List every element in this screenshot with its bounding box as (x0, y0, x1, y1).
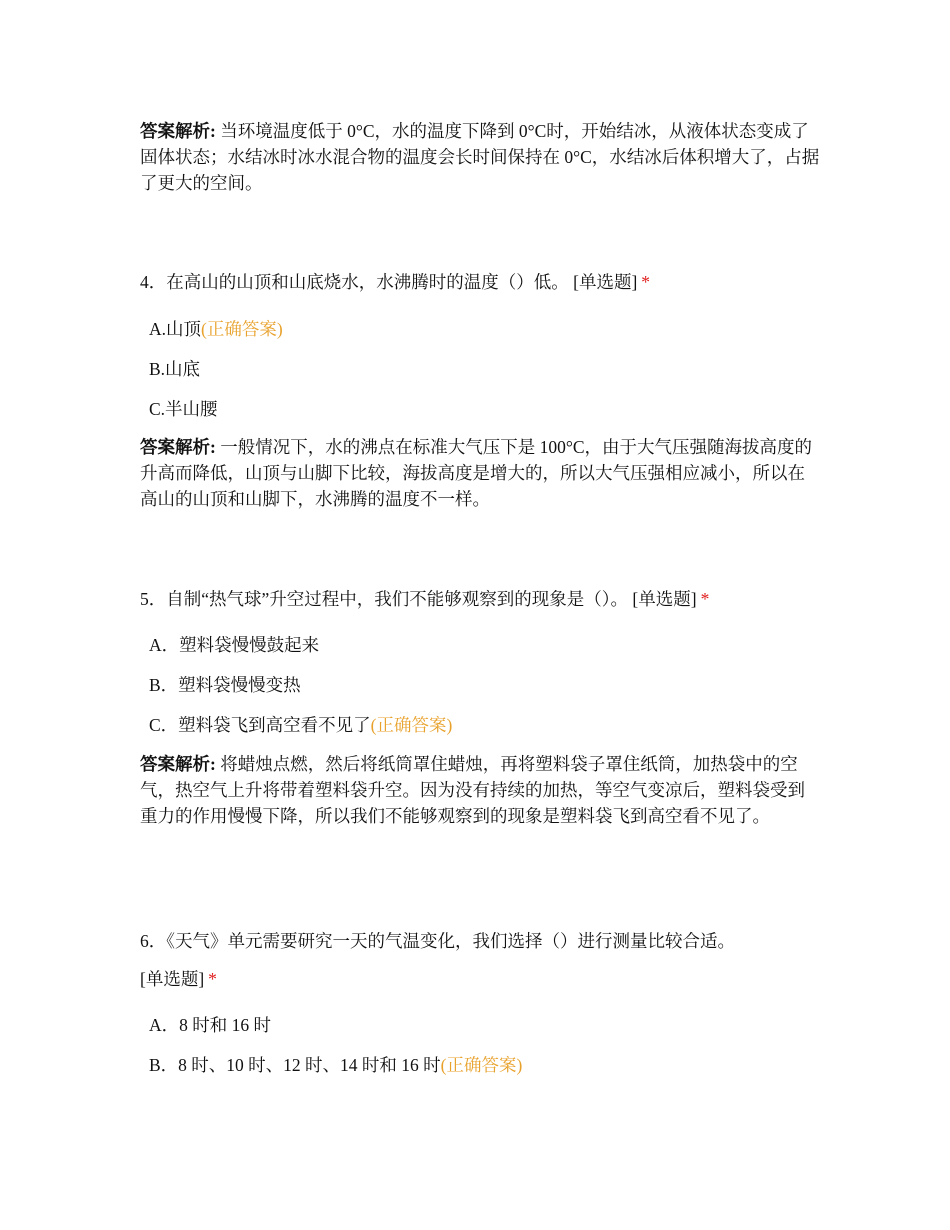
option-text: A.山顶 (149, 319, 202, 339)
q6-option-a (149, 1013, 271, 1037)
option-text: C．塑料袋飞到高空看不见了 (149, 715, 371, 735)
q4-option-a (149, 317, 283, 341)
correct-answer-tag: (正确答案) (201, 319, 283, 339)
analysis-label: 答案解析: (140, 121, 216, 141)
option-text: A．塑料袋慢慢鼓起来 (149, 635, 320, 655)
q4-question-stem (140, 269, 820, 295)
required-mark: * (700, 589, 710, 609)
q6-question-stem (140, 928, 820, 954)
q6-question-type (140, 966, 820, 992)
question-text: 5．自制“热气球”升空过程中，我们不能够观察到的现象是（）。 [单选题] (140, 589, 697, 609)
q4-answer-analysis (140, 434, 820, 512)
question-type-text: [单选题] (140, 969, 205, 989)
option-text: B.山底 (149, 359, 201, 379)
q5-option-b (149, 673, 301, 697)
analysis-text: 将蜡烛点燃，然后将纸筒罩住蜡烛，再将塑料袋子罩住纸筒，加热袋中的空气，热空气上升将带着塑料袋升空。因为没有持续的加热，等空气变凉后，塑料袋受到重力的作用慢慢下降，所以我们不能够观察到的现象是塑料袋飞到高空看不见了。 (140, 754, 805, 826)
required-mark: * (208, 969, 217, 989)
correct-answer-tag: (正确答案) (370, 715, 453, 735)
option-text: A．8 时和 16 时 (149, 1015, 272, 1035)
q4-option-b (149, 357, 200, 381)
required-mark: * (641, 272, 651, 292)
q5-question-stem (140, 586, 820, 612)
analysis-text: 当环境温度低于 0°C，水的温度下降到 0°C时，开始结冰，从液体状态变成了固体状态；水结冰时冰水混合物的温度会长时间保持在 0°C，水结冰后体积增大了，占据了更大的空间。 (140, 121, 820, 193)
option-text: B．8 时、10 时、12 时、14 时和 16 时 (149, 1055, 441, 1075)
q5-option-c (149, 713, 452, 737)
q4-option-c (149, 397, 218, 421)
q5-answer-analysis (140, 751, 820, 829)
option-text: B．塑料袋慢慢变热 (149, 675, 301, 695)
question-text: 4．在高山的山顶和山底烧水，水沸腾时的温度（）低。 [单选题] (140, 272, 638, 292)
q3-answer-analysis (140, 118, 820, 196)
question-text: 6．《天气》单元需要研究一天的气温变化，我们选择（）进行测量比较合适。 (140, 931, 735, 951)
q5-option-a (149, 633, 319, 657)
analysis-text: 一般情况下，水的沸点在标准大气压下是 100°C，由于大气压强随海拔高度的升高而降低，山顶与山脚下比较，海拔高度是增大的，所以大气压强相应减小，所以在高山的山顶和山脚下，水沸腾的温度不一样。 (140, 437, 812, 509)
correct-answer-tag: (正确答案) (440, 1055, 523, 1075)
q6-option-b (149, 1053, 522, 1077)
analysis-label: 答案解析: (140, 754, 216, 774)
analysis-label: 答案解析: (140, 437, 216, 457)
option-text: C.半山腰 (149, 399, 218, 419)
